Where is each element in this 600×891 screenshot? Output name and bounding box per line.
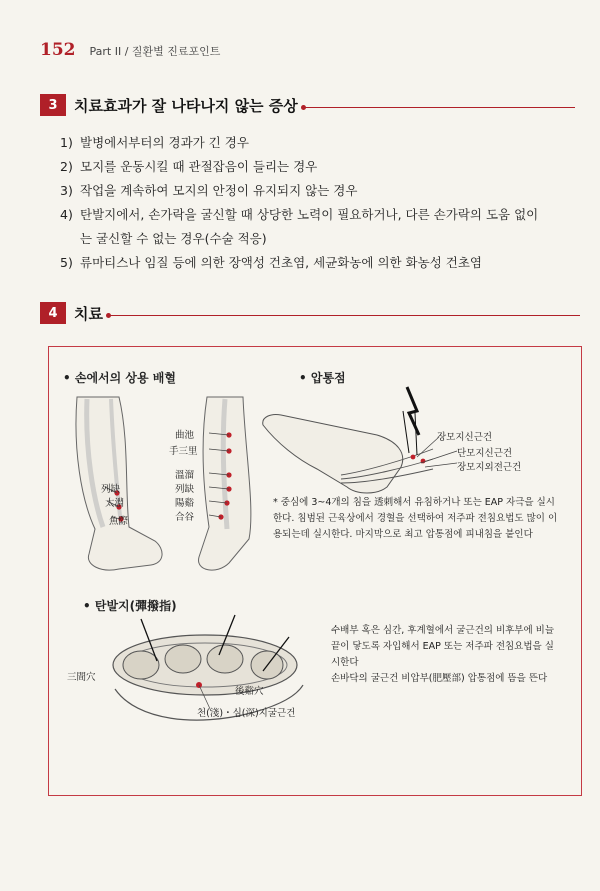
section-4-heading (40, 302, 580, 324)
panel-tender-point-title: • 압통점 (299, 371, 346, 385)
page-number: 152 (40, 40, 76, 60)
acupoint-label: 太淵 (105, 498, 125, 509)
acupoint-label: 曲池 (175, 430, 195, 441)
acupoint-label: 溫溜 (175, 470, 195, 481)
trigger-finger-description-2: 손바닥의 굴근건 비압부(肥壓部) 압통점에 뜸을 뜬다 (331, 673, 548, 684)
list-item: 2) 모지를 운동시킬 때 관절잡음이 들리는 경우 (60, 159, 318, 174)
acupoint-label: 後谿穴 (235, 686, 264, 697)
section-rule (304, 107, 575, 108)
section-3-number: 3 (40, 94, 66, 116)
acupoint-label: 陽谿 (175, 498, 195, 509)
acupoint-label: 合谷 (175, 512, 195, 523)
treatment-figure-box (48, 346, 582, 796)
list-item: 3) 작업을 계속하여 모지의 안정이 유지되지 않는 경우 (60, 183, 358, 198)
section-4-number: 4 (40, 302, 66, 324)
panel-hand-acupoints-title: • 손에서의 상용 배혈 (63, 371, 176, 385)
acupoint-label: 列缺 (101, 484, 121, 495)
acupoint-label: 手三里 (169, 446, 198, 457)
panel-trigger-finger-title: • 탄발지(彈撥指) (83, 599, 177, 613)
tendon-label: 천(淺)・심(深)지굴근건 (197, 708, 296, 719)
acupoint-label: 列缺 (175, 484, 195, 495)
thumb-needle-illustration (257, 383, 437, 503)
acupoint-label: 三間穴 (67, 672, 96, 683)
section-rule (109, 315, 580, 316)
section-3-title: 치료효과가 잘 나타나지 않는 증상 (74, 96, 298, 115)
tendon-label: 장모지외전근건 (457, 462, 522, 473)
tender-point-description: * 중심에 3~4개의 침을 透刺해서 유침하거나 또는 EAP 자극을 실시한다. 침범된 근육상에서 경혈을 선택하여 저주파 전침요법도 많이 이용되는데 실시한다. 마지막으로 최고 압통점에 피내침을 붙인다 (273, 497, 558, 540)
running-title: Part II / 질환별 진료포인트 (89, 45, 221, 58)
trigger-finger-description-1: 수배부 혹은 심간, 후계혈에서 굴근건의 비후부에 비늘끝이 닿도록 자입해서 EAP 또는 저주파 전침요법을 실시한다 (331, 625, 555, 668)
list-item: 1) 발병에서부터의 경과가 긴 경우 (60, 135, 249, 150)
tendon-label: 장모지신근건 (437, 432, 493, 443)
list-item: 4) 탄발지에서, 손가락을 굴신할 때 상당한 노력이 필요하거나, 다른 손가락의 도움 없이 (60, 207, 539, 222)
section-3-heading (40, 94, 575, 116)
section-4-title: 치료 (74, 304, 103, 323)
symptom-list (60, 131, 580, 275)
acupoint-label: 魚際 (109, 516, 129, 527)
page-header (40, 40, 220, 60)
tendon-label: 단모지신근건 (457, 448, 513, 459)
list-item-continuation: 는 굴신할 수 없는 경우(수술 적응) (80, 231, 267, 246)
list-item: 5) 류마티스나 임질 등에 의한 장액성 건초염, 세균화농에 의한 화농성 건초염 (60, 255, 482, 270)
